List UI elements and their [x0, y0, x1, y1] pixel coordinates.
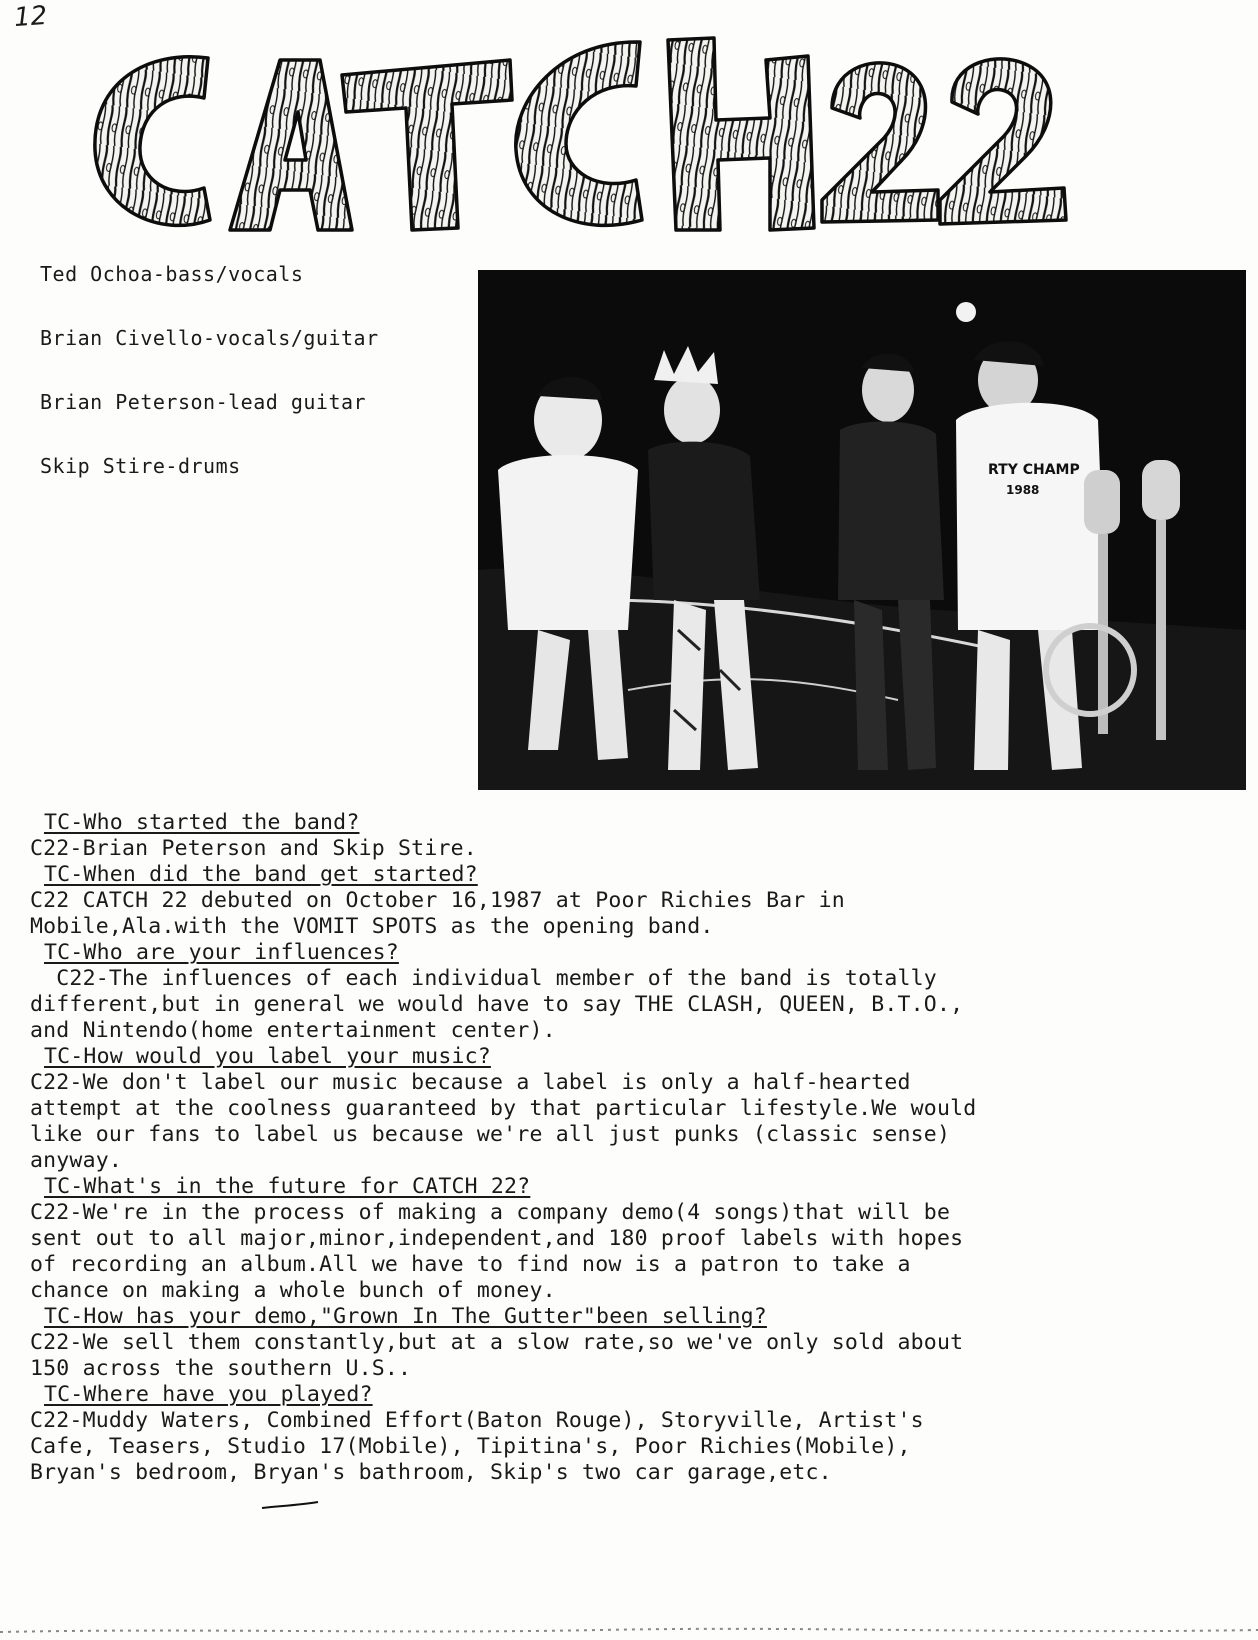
interview-answer: C22-The influences of each individual member of the band is totally — [30, 966, 937, 991]
member-list — [40, 262, 460, 518]
interview-answer: like our fans to label us because we're all just punks (classic sense) — [30, 1122, 951, 1147]
interview-answer: C22-We're in the process of making a company demo(4 songs)that will be — [30, 1200, 951, 1225]
band-photo — [478, 270, 1246, 790]
interview-question — [30, 862, 1230, 888]
letter-a — [230, 60, 352, 230]
interview-question — [30, 1044, 1230, 1070]
interview-answer: 150 across the southern U.S.. — [30, 1356, 412, 1381]
pen-mark — [260, 1500, 320, 1512]
scan-edge — [0, 1618, 1258, 1640]
interview-answer: and Nintendo(home entertainment center). — [30, 1018, 556, 1043]
interview-answer: different,but in general we would have to say THE CLASH, QUEEN, B.T.O., — [30, 992, 964, 1017]
interview-answer: Cafe, Teasers, Studio 17(Mobile), Tipitina's, Poor Richies(Mobile), — [30, 1434, 911, 1459]
digit-2-a — [822, 63, 938, 222]
letter-t — [342, 60, 512, 230]
interview-answer: Bryan's bedroom, Bryan's bathroom, Skip's two car garage,etc. — [30, 1460, 832, 1485]
interview-question — [30, 810, 1230, 836]
letter-h — [668, 38, 814, 230]
member-line: Ted Ochoa-bass/vocals — [40, 262, 304, 286]
question-text: TC-Where have you played? — [44, 1382, 373, 1407]
interview-answer: C22-We don't label our music because a label is only a half-hearted — [30, 1070, 911, 1095]
interview-answer: C22-Brian Peterson and Skip Stire. — [30, 836, 477, 861]
interview-answer: chance on making a whole bunch of money. — [30, 1278, 556, 1303]
page-number: 12 — [12, 0, 49, 34]
member-line: Skip Stire-drums — [40, 454, 241, 478]
title-logo — [80, 20, 1080, 245]
band-photo-image — [478, 270, 1246, 790]
interview-question — [30, 1174, 1230, 1200]
question-text: TC-Who are your influences? — [44, 940, 399, 965]
letter-c — [95, 57, 210, 226]
digit-2-b — [940, 59, 1066, 224]
interview-answer: C22-Muddy Waters, Combined Effort(Baton Rouge), Storyville, Artist's — [30, 1408, 924, 1433]
member-line: Brian Civello-vocals/guitar — [40, 326, 379, 350]
interview-answer: sent out to all major,minor,independent,and 180 proof labels with hopes — [30, 1226, 964, 1251]
interview-answer: of recording an album.All we have to find now is a patron to take a — [30, 1252, 911, 1277]
interview-question — [30, 940, 1230, 966]
question-text: TC-Who started the band? — [44, 810, 360, 835]
question-text: TC-How has your demo,"Grown In The Gutter"been selling? — [44, 1304, 767, 1329]
interview-answer: attempt at the coolness guaranteed by that particular lifestyle.We would — [30, 1096, 977, 1121]
interview-text — [30, 810, 1230, 1486]
interview-answer: Mobile,Ala.with the VOMIT SPOTS as the opening band. — [30, 914, 714, 939]
sweatshirt-year: 1988 — [1006, 483, 1040, 497]
member-line: Brian Peterson-lead guitar — [40, 390, 367, 414]
interview-answer: C22 CATCH 22 debuted on October 16,1987 at Poor Richies Bar in — [30, 888, 845, 913]
interview-answer: C22-We sell them constantly,but at a slow rate,so we've only sold about — [30, 1330, 964, 1355]
question-text: TC-What's in the future for CATCH 22? — [44, 1174, 531, 1199]
sweatshirt-text: RTY CHAMP — [988, 462, 1080, 478]
question-text: TC-How would you label your music? — [44, 1044, 491, 1069]
interview-question — [30, 1304, 1230, 1330]
question-text: TC-When did the band get started? — [44, 862, 478, 887]
letter-c-2 — [516, 42, 642, 225]
interview-question — [30, 1382, 1230, 1408]
interview-answer: anyway. — [30, 1148, 123, 1173]
